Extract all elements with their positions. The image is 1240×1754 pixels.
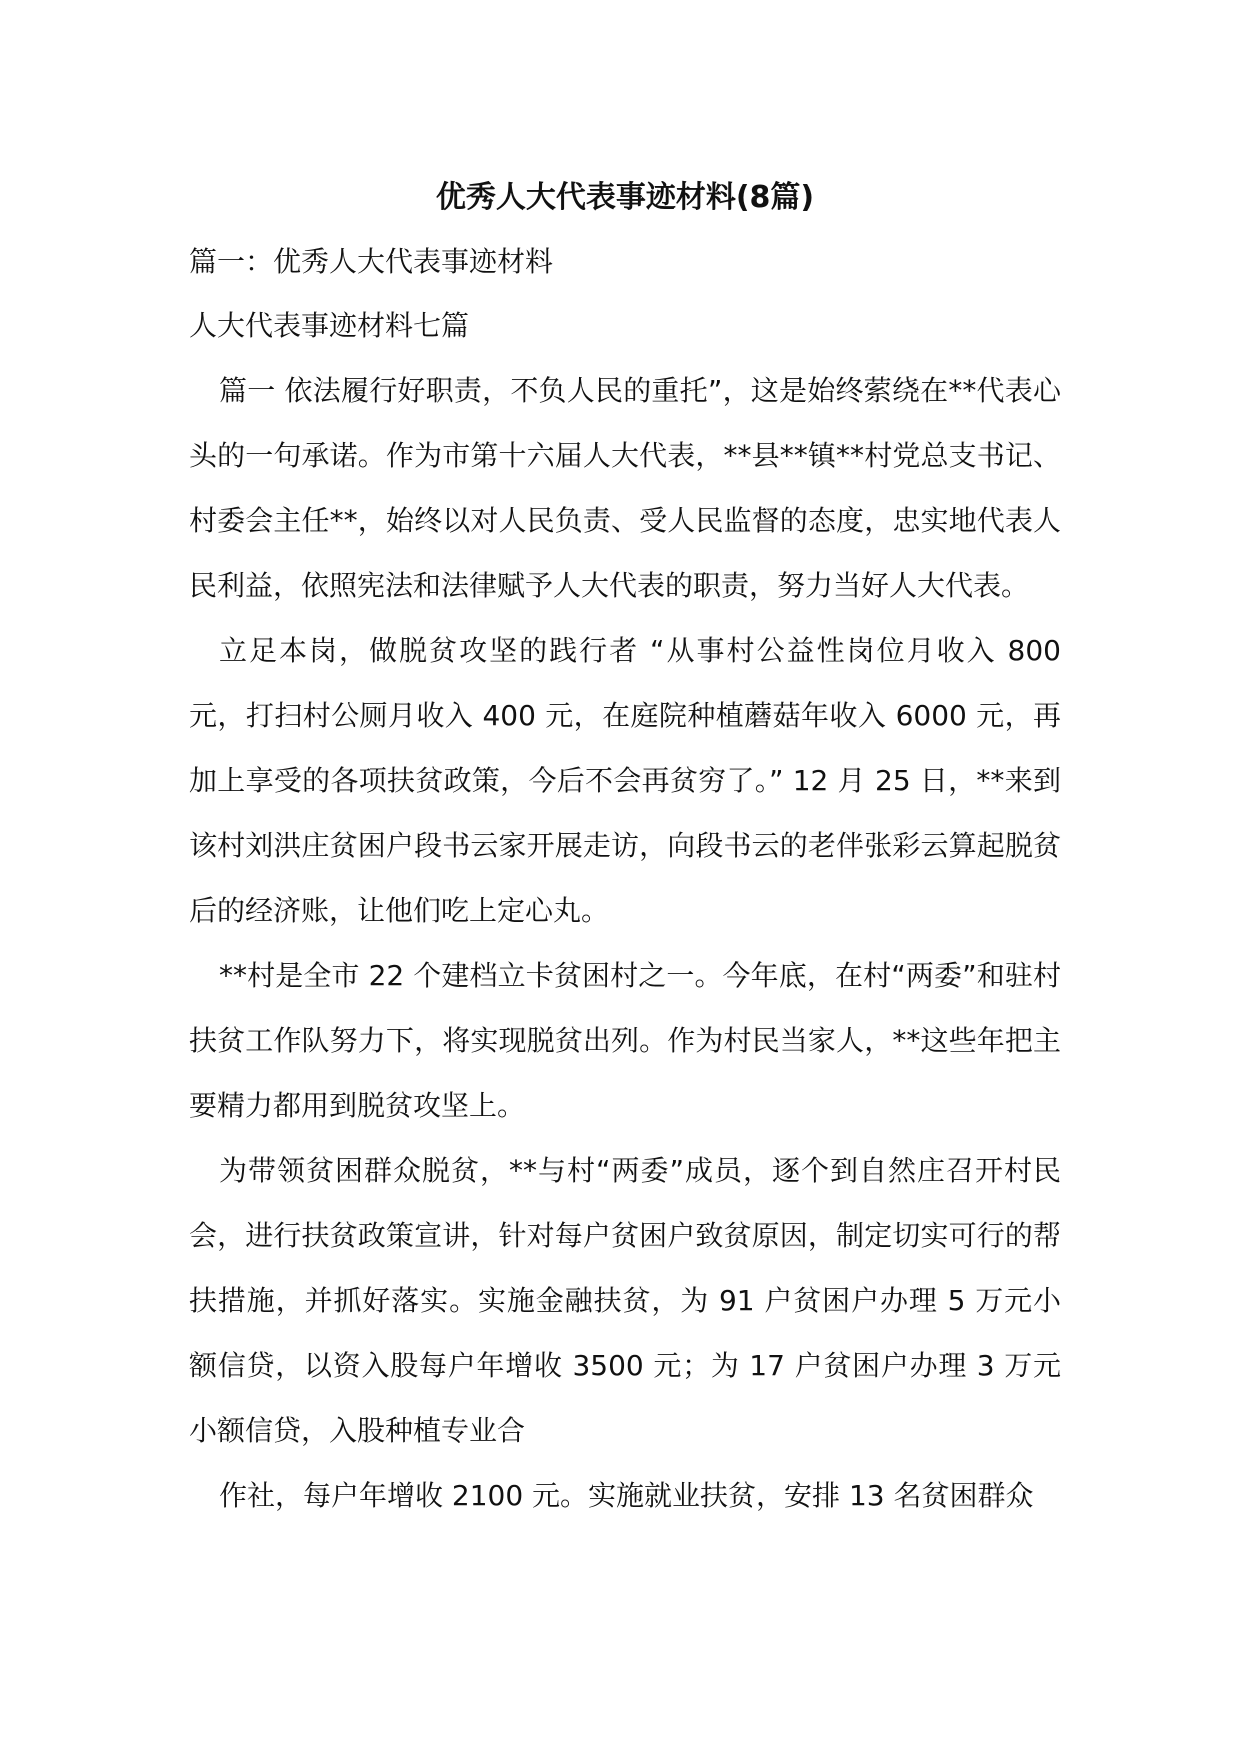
body-paragraph: 立足本岗，做脱贫攻坚的践行者 “从事村公益性岗位月收入 800 元，打扫村公厕月收入 400 元，在庭院种植蘑菇年收入 6000 元，再加上享受的各项扶贫政策，今后不会再贫穷了。” 12 月 25 日，**来到该村刘洪庄贫困户段书云家开展走访，向段书云的老伴张彩云算起脱贫后的经济账，让他们吃上定心丸。 (189, 634, 1061, 927)
subsection-heading: 人大代表事迹材料七篇 (189, 309, 470, 342)
section-heading: 篇一：优秀人大代表事迹材料 (189, 245, 554, 278)
document-page (189, 170, 1061, 1528)
body-paragraph: 篇一 依法履行好职责，不负人民的重托”，这是始终萦绕在**代表心头的一句承诺。作为市第十六届人大代表，**县**镇**村党总支书记、村委会主任**，始终以对人民负责、受人民监督的态度，忠实地代表人民利益，依照宪法和法律赋予人大代表的职责，努力当好人大代表。 (189, 374, 1061, 602)
document-title: 优秀人大代表事迹材料(8篇) (435, 180, 815, 215)
body-paragraph: 为带领贫困群众脱贫，**与村“两委”成员，逐个到自然庄召开村民会，进行扶贫政策宣讲，针对每户贫困户致贫原因，制定切实可行的帮扶措施，并抓好落实。实施金融扶贫，为 91 户贫困户办理 5 万元小额信贷，以资入股每户年增收 3500 元；为 17 户贫困户办理 3 万元小额信贷，入股种植专业合 (189, 1154, 1061, 1447)
body-paragraph: **村是全市 22 个建档立卡贫困村之一。今年底，在村“两委”和驻村扶贫工作队努力下，将实现脱贫出列。作为村民当家人，**这些年把主要精力都用到脱贫攻坚上。 (189, 959, 1061, 1122)
body-paragraph: 作社，每户年增收 2100 元。实施就业扶贫，安排 13 名贫困群众 (219, 1479, 1034, 1512)
